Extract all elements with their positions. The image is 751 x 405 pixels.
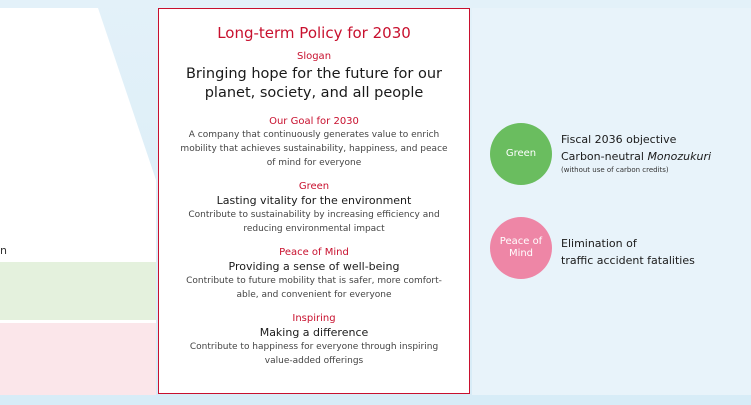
green-main: Lasting vitality for the environment — [216, 194, 412, 207]
peace-circle-label-line-1: Peace of — [499, 236, 543, 247]
peace-line-2: able, and convenient for everyone — [236, 290, 392, 300]
left-pink-band — [0, 323, 156, 395]
green-circle — [490, 123, 552, 185]
green-section — [159, 180, 469, 236]
slogan-line-1: Bringing hope for the future for our — [185, 66, 443, 82]
peace-heading: Peace of Mind — [279, 247, 349, 258]
green-objective-prefix: Carbon-neutral — [561, 150, 648, 163]
peace-circle-label-line-2: Mind — [508, 248, 534, 259]
green-body — [159, 208, 469, 236]
green-objective — [561, 131, 711, 175]
goal-heading: Our Goal for 2030 — [269, 116, 359, 127]
peace-circle — [490, 217, 552, 279]
inspiring-heading: Inspiring — [292, 313, 336, 324]
peace-section — [159, 246, 469, 302]
green-line-2: reducing environmental impact — [243, 224, 385, 234]
slogan-text — [159, 65, 469, 103]
inspiring-line-2: value-added offerings — [264, 356, 364, 366]
green-objective-line-2 — [561, 148, 711, 165]
green-objective-italic: Monozukuri — [647, 150, 712, 163]
inspiring-section — [159, 312, 469, 368]
peace-objective — [561, 235, 695, 269]
goal-section — [159, 115, 469, 170]
green-heading: Green — [298, 181, 330, 192]
goal-line-2: mobility that achieves sustainability, happiness, and peace — [180, 144, 448, 154]
left-cut-text: n — [0, 244, 7, 257]
goal-body — [159, 128, 469, 170]
peace-objective-line-1: Elimination of — [561, 237, 637, 250]
goal-line-1: A company that continuously generates value to enrich — [188, 130, 440, 140]
green-objective-line-1: Fiscal 2036 objective — [561, 133, 677, 146]
peace-circle-label — [500, 236, 542, 260]
slogan-line-2: planet, society, and all people — [204, 85, 424, 101]
inspiring-main: Making a difference — [259, 326, 369, 339]
slogan-heading: Slogan — [296, 51, 332, 62]
goal-line-3: of mind for everyone — [266, 158, 362, 168]
green-circle-label: Green — [505, 148, 537, 159]
policy-title: Long-term Policy for 2030 — [217, 24, 411, 42]
peace-main: Providing a sense of well-being — [228, 260, 400, 273]
peace-body — [159, 274, 469, 302]
inspiring-body — [159, 340, 469, 368]
left-green-band — [0, 262, 156, 320]
right-white-panel — [472, 8, 751, 395]
inspiring-line-1: Contribute to happiness for everyone through inspiring — [189, 342, 439, 352]
policy-box — [158, 8, 470, 394]
peace-objective-line-2: traffic accident fatalities — [561, 254, 695, 267]
slogan-section — [159, 50, 469, 103]
green-line-1: Contribute to sustainability by increasing efficiency and — [188, 210, 440, 220]
green-objective-note: (without use of carbon credits) — [561, 166, 669, 174]
peace-line-1: Contribute to future mobility that is safer, more comfort- — [186, 276, 442, 286]
